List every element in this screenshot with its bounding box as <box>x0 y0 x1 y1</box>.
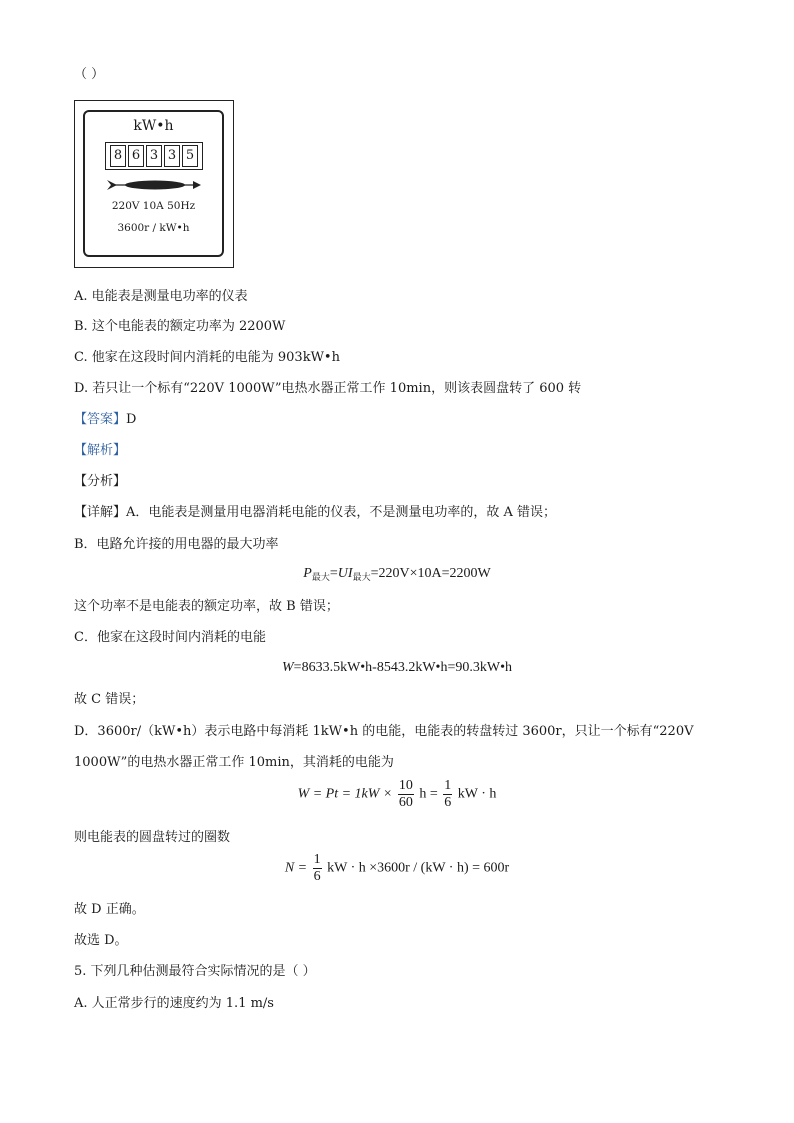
formula-energy-d <box>0 778 794 811</box>
detail-d-line1: D．3600r/（kW•h）表示电路中每消耗 1kW•h 的电能，电能表的转盘转过 3600r，只让一个标有“220V <box>74 724 694 739</box>
formula-right: kW · h <box>457 786 497 802</box>
detail-c: C．他家在这段时间内消耗的电能 <box>74 630 266 645</box>
formula-eq: = <box>329 566 338 581</box>
fraction <box>443 778 452 811</box>
formula-symbol: UI <box>337 566 353 581</box>
electric-meter-figure <box>74 100 234 268</box>
option-d: D. 若只让一个标有“220V 1000W”电热水器正常工作 10min，则该表圆盘转了 600 转 <box>74 381 582 396</box>
meter-digit: 8 <box>110 145 126 167</box>
detail-tag: 【详解】 <box>74 505 127 520</box>
detail-d-line2: 1000W”的电热水器正常工作 10min，其消耗的电能为 <box>74 755 394 770</box>
fraction-numerator: 1 <box>444 778 452 793</box>
meter-digit: 3 <box>164 145 180 167</box>
meter-digit-window <box>105 142 203 170</box>
formula-rest: =220V×10A=2200W <box>370 566 491 581</box>
formula-max-power <box>0 566 794 583</box>
formula-left: N = <box>284 860 308 876</box>
meter-spec-rating: 220V 10A 50Hz <box>111 200 196 212</box>
fraction-numerator: 1 <box>313 852 321 867</box>
detail-a-line <box>74 504 556 522</box>
meter-digit: 6 <box>128 145 144 167</box>
meter-digit: 3 <box>146 145 162 167</box>
answer-tag: 【答案】 <box>74 412 127 427</box>
detail-a: A．电能表是测量用电器消耗电能的仪表，不是测量电功率的，故 A 错误； <box>126 505 557 520</box>
analysis-tag: 【解析】 <box>74 443 127 458</box>
conclusion-d: 故 D 正确。 <box>74 902 145 917</box>
answer-line <box>74 411 136 429</box>
question-5-option-a: A. 人正常步行的速度约为 1.1 m/s <box>74 996 274 1011</box>
formula-symbol: P <box>303 566 312 581</box>
detail-b: B．电路允许接的用电器的最大功率 <box>74 537 279 552</box>
option-a: A. 电能表是测量电功率的仪表 <box>74 289 248 304</box>
conclusion-b: 这个功率不是电能表的额定功率，故 B 错误； <box>74 599 339 614</box>
fenxi-tag: 【分析】 <box>74 474 127 489</box>
detail-d-line3: 则电能表的圆盘转过的圈数 <box>74 830 231 845</box>
formula-right: kW · h ×3600r / (kW · h) = 600r <box>327 860 510 876</box>
fraction-numerator: 10 <box>398 778 413 793</box>
conclusion-c: 故 C 错误； <box>74 692 145 707</box>
formula-subscript: 最大 <box>352 572 371 582</box>
meter-spec-revolutions: 3600r / kW•h <box>117 222 190 234</box>
formula-energy-c <box>0 660 794 676</box>
fraction-denominator: 6 <box>444 795 452 810</box>
fraction-denominator: 60 <box>398 795 413 810</box>
rotating-disk-icon <box>105 176 205 194</box>
choose-answer: 故选 D。 <box>74 933 128 948</box>
formula-revolutions <box>0 852 794 885</box>
fraction-denominator: 6 <box>313 869 321 884</box>
answer-value: D <box>126 412 137 427</box>
option-b: B. 这个电能表的额定功率为 2200W <box>74 319 286 334</box>
fraction <box>398 778 414 811</box>
formula-mid: h = <box>419 786 438 802</box>
meter-face <box>83 110 224 257</box>
question-5: 5. 下列几种估测最符合实际情况的是（ ） <box>74 964 316 979</box>
question-bracket: （ ） <box>74 67 105 82</box>
meter-digit: 5 <box>182 145 198 167</box>
formula-rest: =8633.5kW•h-8543.2kW•h=90.3kW•h <box>293 660 512 675</box>
meter-unit-label: kW•h <box>133 118 174 134</box>
formula-symbol: W <box>282 660 294 675</box>
fraction <box>313 852 322 885</box>
option-c: C. 他家在这段时间内消耗的电能为 903kW•h <box>74 350 340 365</box>
formula-left: W = Pt = 1kW × <box>297 786 393 802</box>
formula-subscript: 最大 <box>311 572 330 582</box>
